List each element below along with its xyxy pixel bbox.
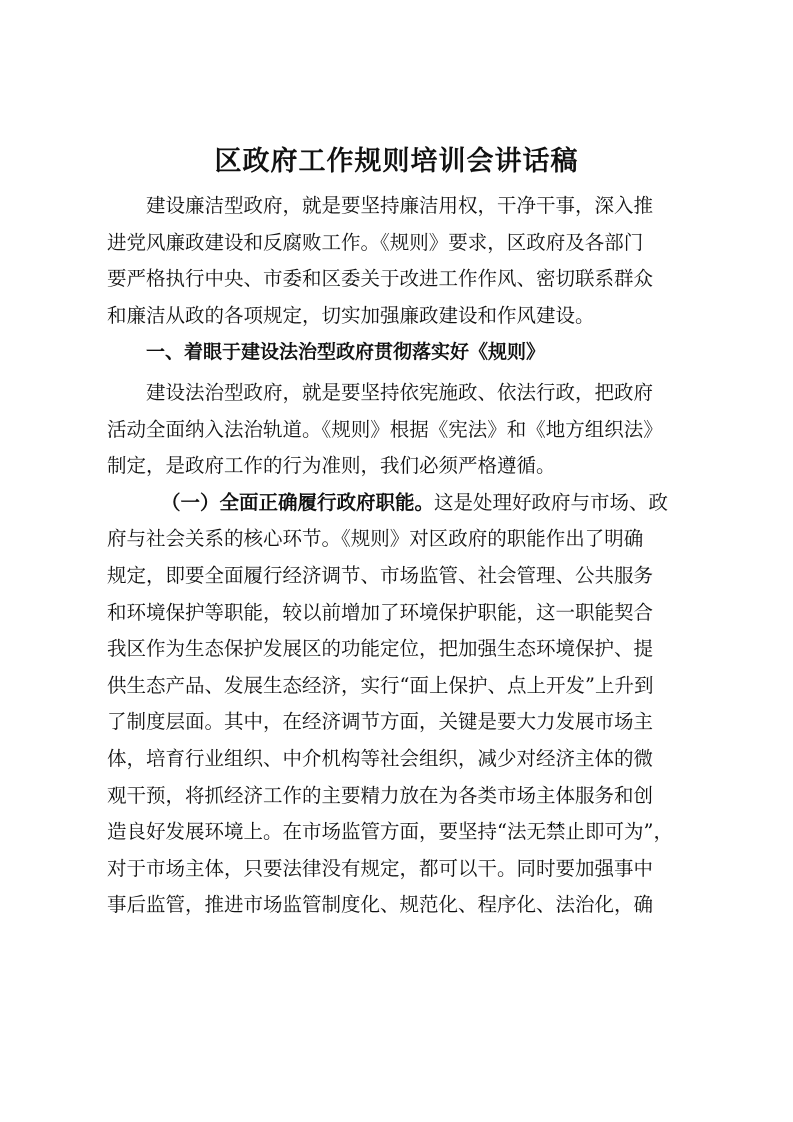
- paragraph-2-line: 活动全面纳入法治轨道。《规则》根据《宪法》和《地方组织法》: [107, 417, 663, 441]
- paragraph-1-line: 进党风廉政建设和反腐败工作。《规则》要求，区政府及各部门: [107, 230, 644, 254]
- paragraph-3-line: 对于市场主体，只要法律没有规定，都可以干。同时要加强事中: [107, 856, 654, 880]
- paragraph-2-line: 制定，是政府工作的行为准则，我们必须严格遵循。: [107, 454, 556, 478]
- paragraph-3-first-line: [107, 485, 695, 522]
- paragraph-3-lead: （一）全面正确履行政府职能。: [161, 490, 435, 514]
- paragraph-1-line: 和廉洁从政的各项规定，切实加强廉政建设和作风建设。: [107, 303, 595, 327]
- paragraph-3-line: 规定，即要全面履行经济调节、市场监管、社会管理、公共服务: [107, 563, 654, 587]
- paragraph-3-line: 体，培育行业组织、中介机构等社会组织，减少对经济主体的微: [107, 746, 654, 770]
- paragraph-3-line: 府与社会关系的核心环节。《规则》对区政府的职能作出了明确: [107, 527, 644, 551]
- section-heading-1: 一、着眼于建设法治型政府贯彻落实好《规则》: [146, 341, 546, 364]
- document-title: 区政府工作规则培训会讲话稿: [214, 146, 579, 177]
- paragraph-3-line: 了制度层面。其中，在经济调节方面，关键是要大力发展市场主: [107, 710, 654, 734]
- paragraph-3-first-rest: 这是处理好政府与市场、政: [434, 490, 669, 514]
- paragraph-3-line: 造良好发展环境上。在市场监管方面，要坚持“法无禁止即可为”，: [107, 820, 673, 844]
- paragraph-1-line: 要严格执行中央、市委和区委关于改进工作作风、密切联系群众: [107, 267, 654, 291]
- paragraph-3-line: 我区作为生态保护发展区的功能定位，把加强生态环境保护、提: [107, 637, 654, 661]
- paragraph-3-line: 事后监管，推进市场监管制度化、规范化、程序化、法治化，确: [107, 893, 654, 917]
- paragraph-3-line: 和环境保护等职能，较以前增加了环境保护职能，这一职能契合: [107, 600, 654, 624]
- paragraph-1-line: 建设廉洁型政府，就是要坚持廉洁用权，干净干事，深入推: [146, 194, 654, 217]
- paragraph-2-line: 建设法治型政府，就是要坚持依宪施政、依法行政，把政府: [146, 380, 654, 404]
- paragraph-3-line: 观干预，将抓经济工作的主要精力放在为各类市场主体服务和创: [107, 783, 654, 807]
- paragraph-3-line: 供生态产品、发展生态经济，实行“面上保护、点上开发”上升到: [107, 673, 654, 697]
- document-body: [107, 188, 695, 924]
